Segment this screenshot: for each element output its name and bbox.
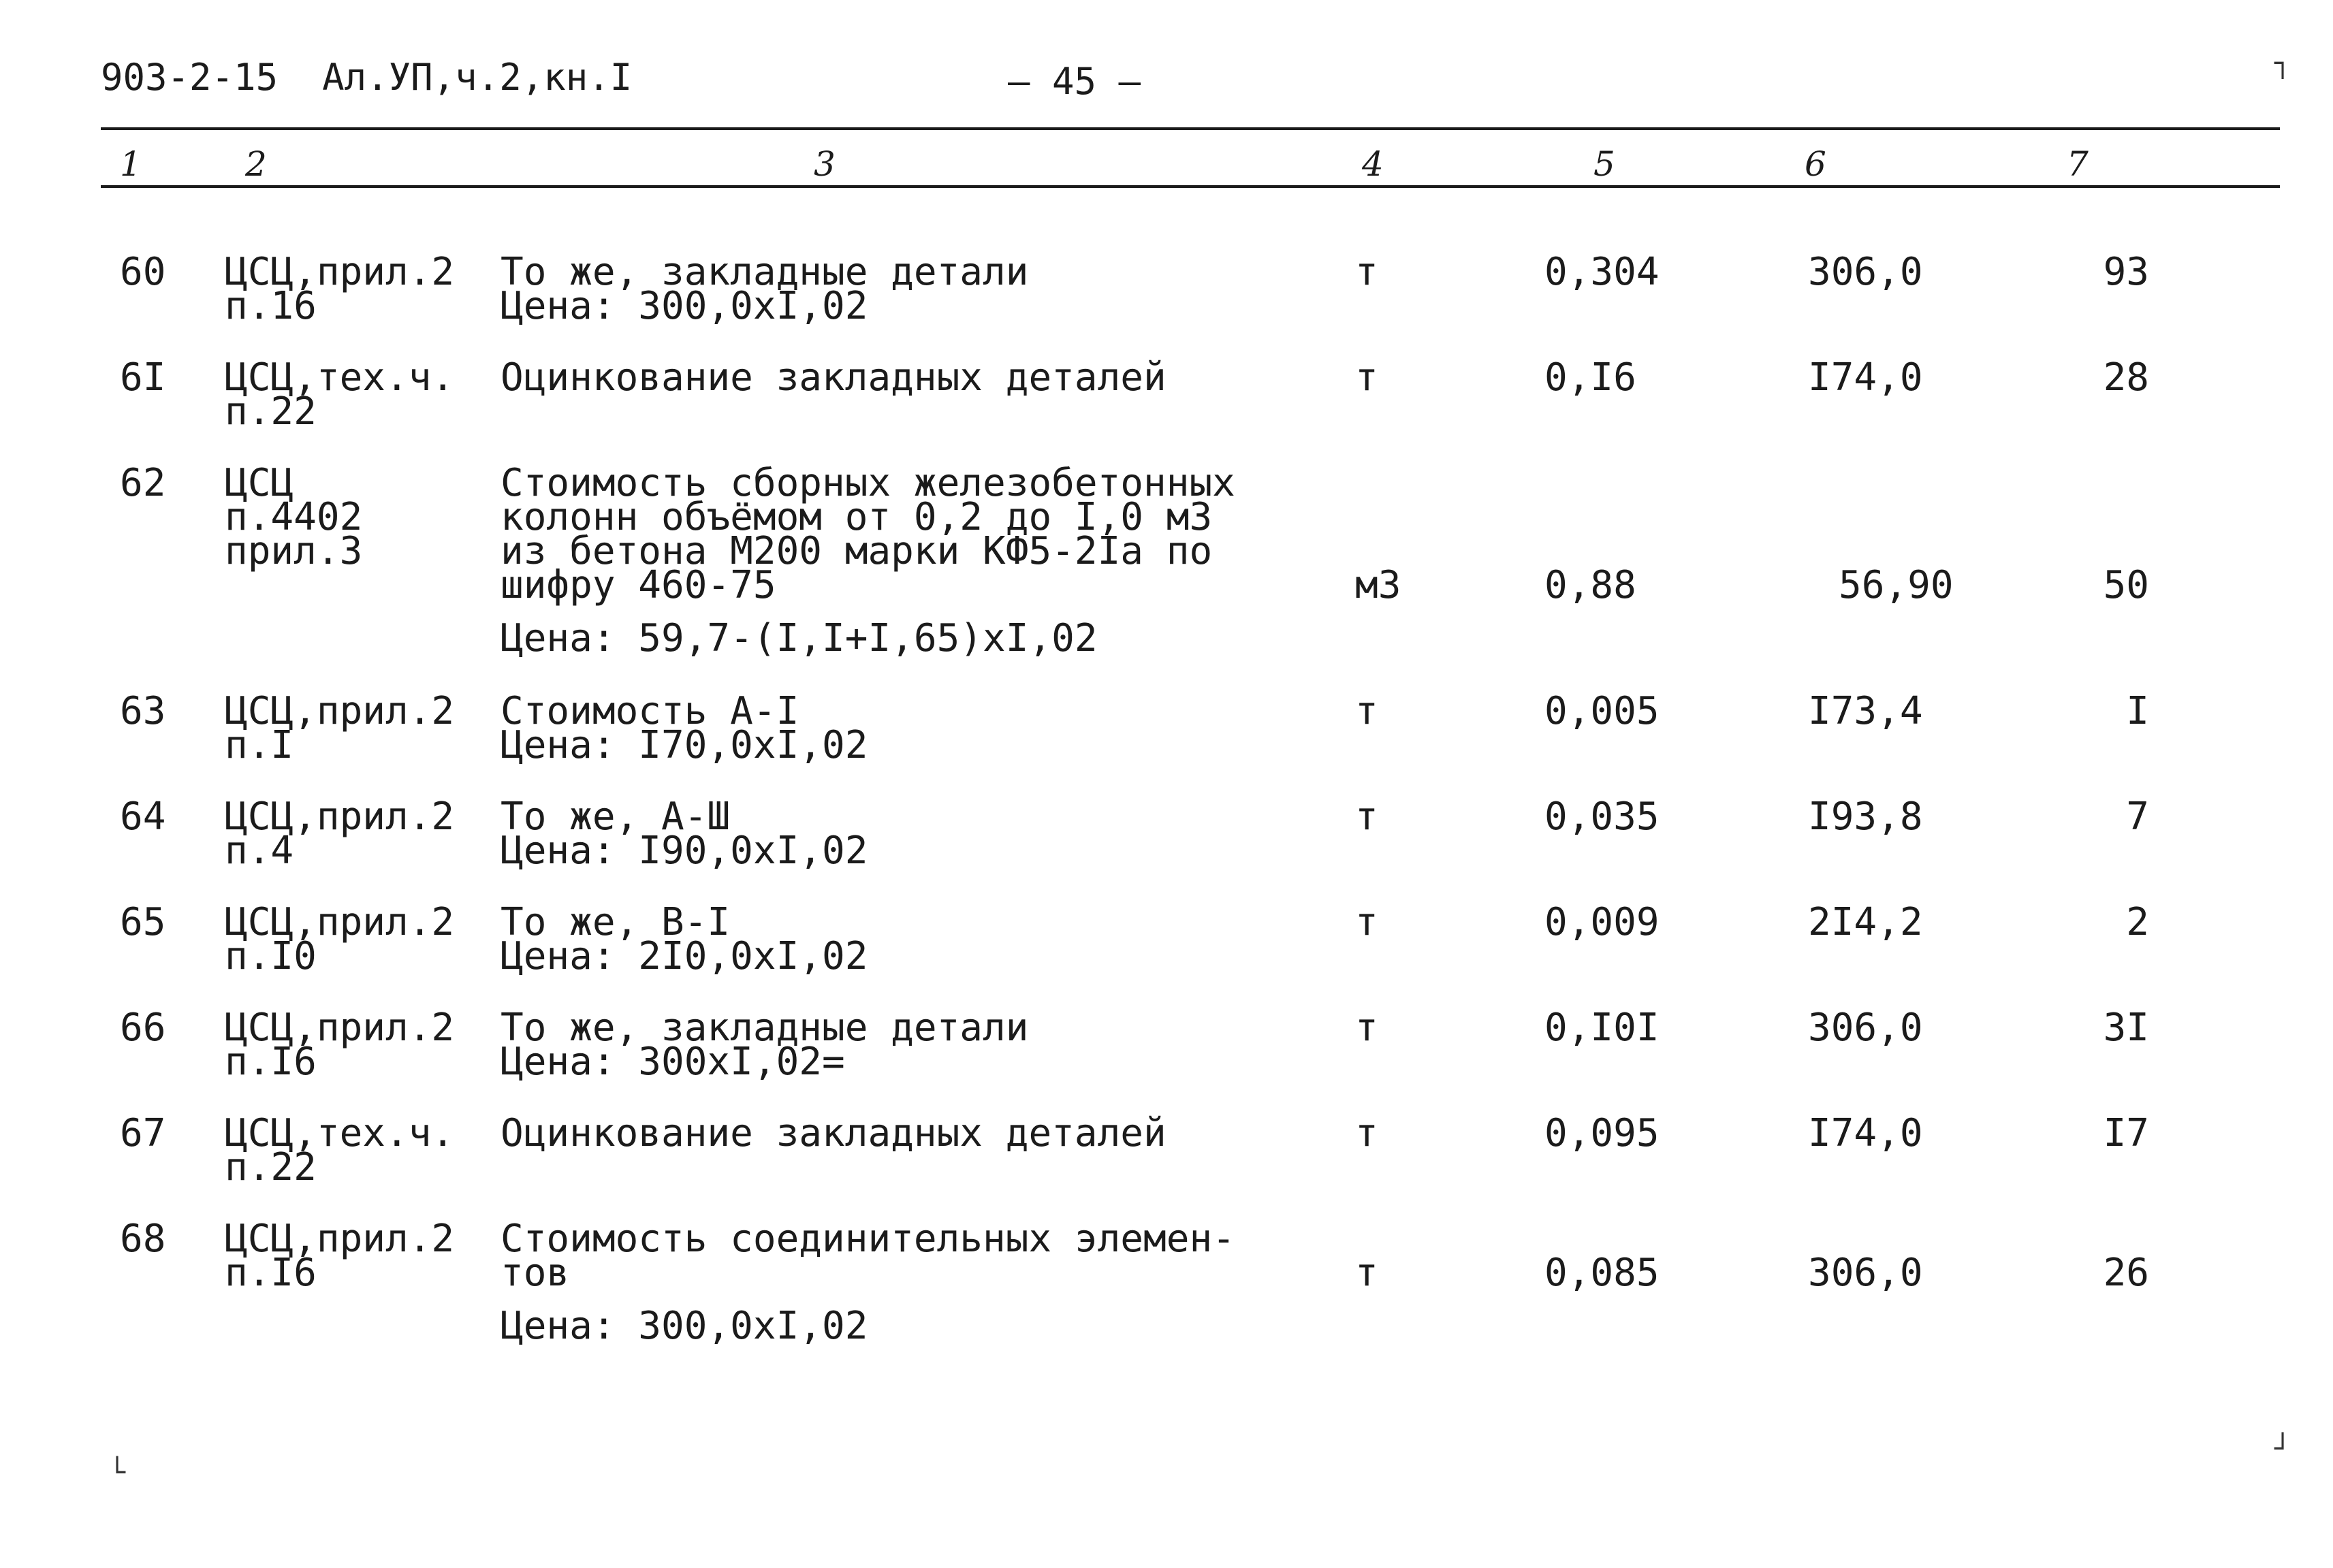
row-quantity: 0,085	[1544, 1251, 1660, 1295]
row-total: 28	[2103, 355, 2149, 400]
document-code: 903-2-15 Ал.УП,ч.2,кн.I	[101, 56, 633, 99]
row-unit: т	[1355, 795, 1378, 839]
row-description: Стоимость сборных железобетонных колонн объёмом от 0,2 до I,0 м3 из бетона М200 марки КФ5-2Iа по шифру 460-75 Цена: 59,7-(I,I+I,65)хI,02	[501, 461, 1235, 660]
row-description: То же, В-I Цена: 2I0,0хI,02	[501, 900, 868, 978]
row-unit-price: 306,0	[1808, 250, 1923, 294]
row-unit: т	[1355, 689, 1378, 733]
corner-mark-top-right: ┐	[2274, 48, 2291, 79]
row-total: 7	[2126, 795, 2149, 839]
row-reference: ЦСЦ,прил.2 п.I6	[225, 1217, 455, 1295]
row-number: 63	[120, 689, 166, 733]
row-description: Оцинкование закладных деталей	[501, 1111, 1166, 1155]
row-unit: т	[1355, 1006, 1378, 1050]
row-reference: ЦСЦ,прил.2 п.16	[225, 250, 455, 328]
row-description: Стоимость А-I Цена: I70,0хI,02	[501, 689, 868, 767]
row-description: Стоимость соединительных элемен- тов Цена: 300,0хI,02	[501, 1217, 1235, 1348]
column-number-4: 4	[1362, 144, 1384, 184]
row-number: 68	[120, 1217, 166, 1261]
row-unit: т	[1355, 355, 1378, 400]
row-quantity: 0,304	[1544, 250, 1660, 294]
corner-mark-bottom-right: ┘	[2274, 1433, 2291, 1465]
header-rule-top	[101, 127, 2280, 130]
row-reference: ЦСЦ,тех.ч. п.22	[225, 1111, 455, 1189]
row-total: 2	[2126, 900, 2149, 944]
header-rule-bottom	[101, 185, 2280, 188]
column-number-3: 3	[814, 144, 836, 184]
column-number-1: 1	[120, 144, 142, 184]
row-number: 64	[120, 795, 166, 839]
row-reference: ЦСЦ,прил.2 п.I0	[225, 900, 455, 978]
row-description: Оцинкование закладных деталей	[501, 355, 1166, 400]
row-unit: т	[1355, 900, 1378, 944]
row-number: 62	[120, 461, 166, 505]
row-quantity: 0,88	[1544, 563, 1636, 607]
row-unit-price: 306,0	[1808, 1251, 1923, 1295]
row-total: I	[2126, 689, 2149, 733]
row-quantity: 0,005	[1544, 689, 1660, 733]
row-unit-price: I93,8	[1808, 795, 1923, 839]
row-quantity: 0,035	[1544, 795, 1660, 839]
row-number: 60	[120, 250, 166, 294]
row-quantity: 0,009	[1544, 900, 1660, 944]
row-number: 67	[120, 1111, 166, 1155]
row-quantity: 0,I0I	[1544, 1006, 1660, 1050]
row-price-formula: Цена: 59,7-(I,I+I,65)хI,02	[501, 616, 1098, 660]
row-reference: ЦСЦ,прил.2 п.I	[225, 689, 455, 767]
row-unit: т	[1355, 250, 1378, 294]
row-unit: м3	[1355, 563, 1401, 607]
row-quantity: 0,095	[1544, 1111, 1660, 1155]
row-reference: ЦСЦ,прил.2 п.4	[225, 795, 455, 873]
row-unit-price: I73,4	[1808, 689, 1923, 733]
row-unit: т	[1355, 1111, 1378, 1155]
row-description: То же, А-Ш Цена: I90,0хI,02	[501, 795, 868, 873]
row-number: 66	[120, 1006, 166, 1050]
row-unit-price: 306,0	[1808, 1006, 1923, 1050]
row-unit-price: I74,0	[1808, 1111, 1923, 1155]
row-unit-price: 56,90	[1839, 563, 1954, 607]
column-number-2: 2	[245, 144, 267, 184]
column-number-5: 5	[1593, 144, 1615, 184]
row-reference: ЦСЦ,тех.ч. п.22	[225, 355, 455, 434]
page-number: — 45 —	[1008, 60, 1141, 103]
row-total: 3I	[2103, 1006, 2149, 1050]
row-number: 6I	[120, 355, 166, 400]
row-total: I7	[2103, 1111, 2149, 1155]
row-unit-price: 2I4,2	[1808, 900, 1923, 944]
row-description: То же, закладные детали Цена: 300хI,02=	[501, 1006, 1029, 1084]
row-total: 50	[2103, 563, 2149, 607]
corner-mark-bottom-left: └	[109, 1457, 126, 1488]
row-price-formula: Цена: 300,0хI,02	[501, 1304, 868, 1348]
row-total: 93	[2103, 250, 2149, 294]
row-description: То же, закладные детали Цена: 300,0хI,02	[501, 250, 1029, 328]
row-number: 65	[120, 900, 166, 944]
row-reference: ЦСЦ,прил.2 п.I6	[225, 1006, 455, 1084]
column-number-6: 6	[1805, 144, 1826, 184]
row-reference: ЦСЦ п.4402 прил.3	[225, 461, 363, 573]
row-unit: т	[1355, 1251, 1378, 1295]
row-unit-price: I74,0	[1808, 355, 1923, 400]
row-total: 26	[2103, 1251, 2149, 1295]
column-number-7: 7	[2067, 144, 2089, 184]
row-quantity: 0,I6	[1544, 355, 1636, 400]
